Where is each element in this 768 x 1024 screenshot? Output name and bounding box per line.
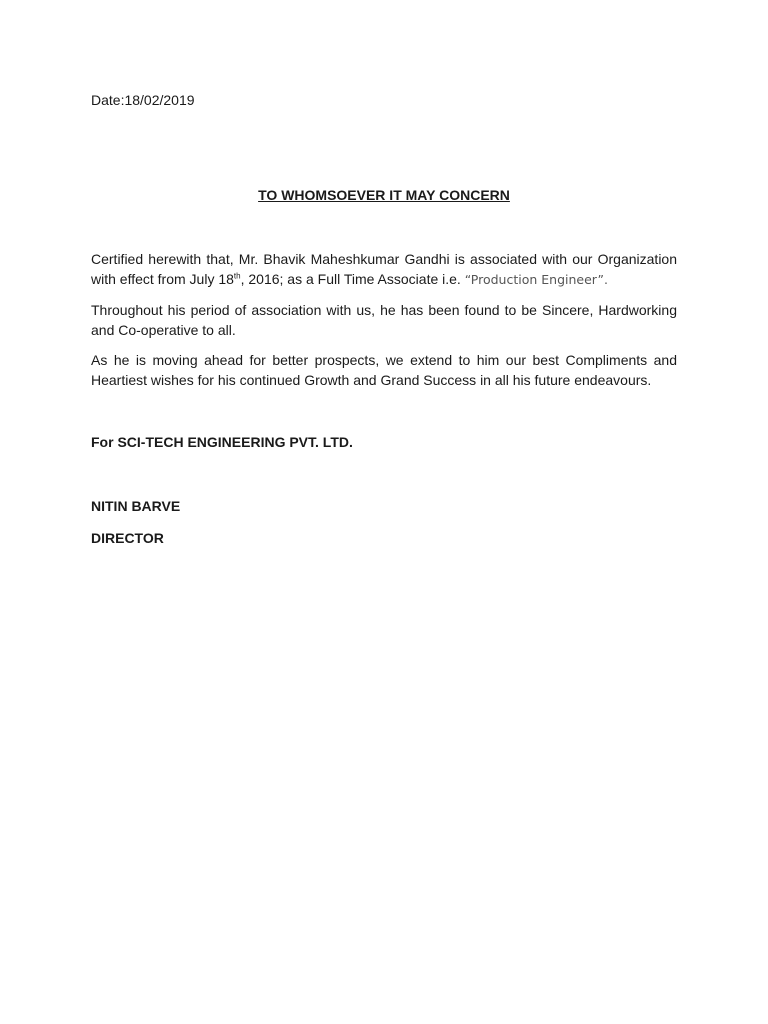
company-line: For SCI-TECH ENGINEERING PVT. LTD. <box>91 434 353 450</box>
signatory-title: DIRECTOR <box>91 530 164 546</box>
paragraph-conduct-text: Throughout his period of association with us, he has been found to be Sincere, Hardworking and Co-operative to all. <box>91 302 677 338</box>
signatory-name: NITIN BARVE <box>91 498 181 514</box>
paragraph-wishes <box>91 350 677 390</box>
paragraph-association-text-mid: , 2016; as a Full Time Associate i.e. <box>240 271 465 287</box>
paragraph-association-text-start: Certified herewith that, Mr. Bhavik Maheshkumar Gandhi is associated with our Organization with effect from July 18 <box>91 251 677 287</box>
document-date: Date:18/02/2019 <box>91 92 195 108</box>
date-ordinal-suffix: th <box>233 271 241 281</box>
paragraph-conduct <box>91 300 677 340</box>
designation-text: “Production Engineer”. <box>464 272 608 287</box>
paragraph-association <box>91 249 677 290</box>
paragraph-wishes-text: As he is moving ahead for better prospects, we extend to him our best Compliments and Heartiest wishes for his continued Growth and Grand Success in all his future endeavours. <box>91 352 677 388</box>
heading-text: TO WHOMSOEVER IT MAY CONCERN <box>258 187 510 203</box>
document-heading <box>91 186 677 204</box>
